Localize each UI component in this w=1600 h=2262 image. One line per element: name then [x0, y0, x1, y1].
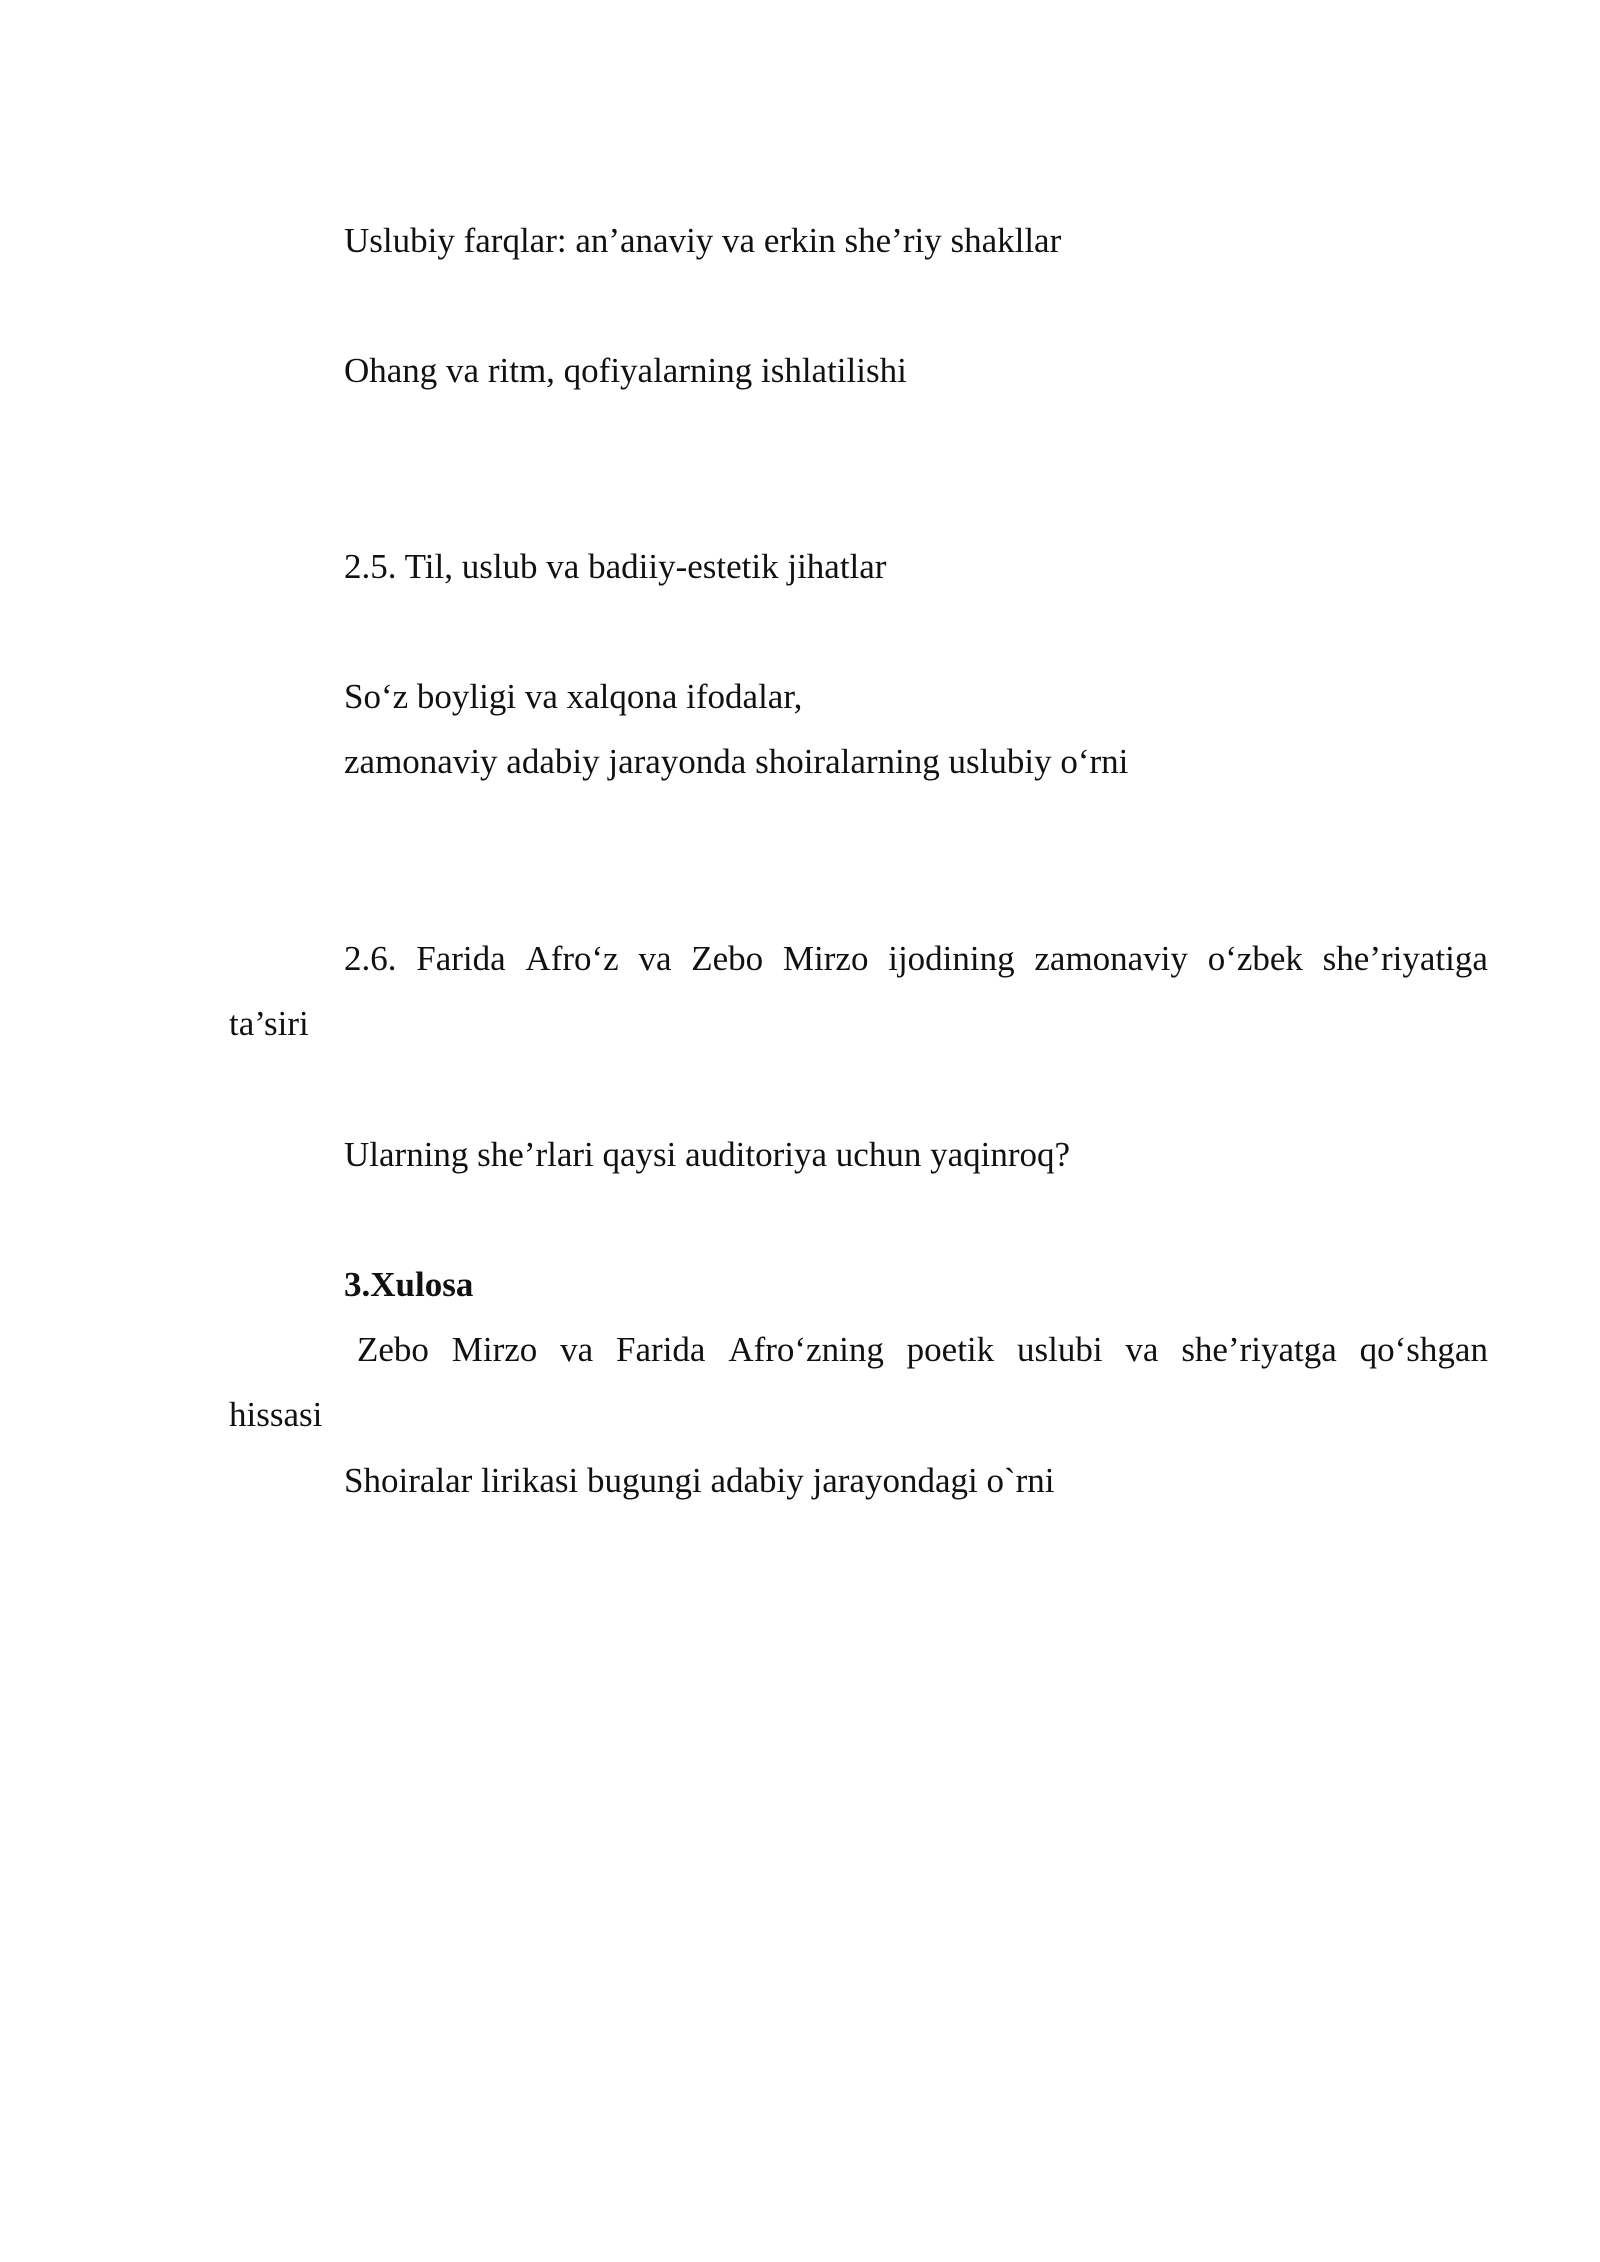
heading-word: Farida	[416, 939, 506, 978]
heading-word: va	[638, 939, 672, 978]
heading-word: Zebo	[691, 939, 764, 978]
heading-word: zamonaviy	[1034, 939, 1188, 978]
body-line-rhythm-rhyme: Ohang va ritm, qofiyalarning ishlatilishi	[344, 351, 907, 390]
body-line-audience: Ularning she’rlari qaysi auditoriya uchun yaqinroq?	[344, 1135, 1071, 1174]
body-word: Farida	[616, 1330, 706, 1369]
body-word: poetik	[906, 1330, 995, 1369]
body-line-vocabulary: So‘z boyligi va xalqona ifodalar,	[344, 677, 803, 716]
body-word: va	[1125, 1330, 1159, 1369]
heading-word: ijodining	[888, 939, 1015, 978]
heading-word: o‘zbek	[1207, 939, 1303, 978]
body-line-style-differences: Uslubiy farqlar: an’anaviy va erkin she’riy shakllar	[344, 221, 1062, 260]
body-word: qo‘shgan	[1359, 1330, 1488, 1369]
body-word: Zebo	[357, 1330, 429, 1369]
heading-word: 2.6.	[344, 939, 397, 978]
section-heading-conclusion: 3.Xulosa	[344, 1265, 474, 1304]
heading-word: Mirzo	[782, 939, 869, 978]
body-word: she’riyatga	[1181, 1330, 1337, 1369]
body-word: va	[560, 1330, 594, 1369]
body-line-contribution	[357, 1328, 1488, 1372]
body-word: uslubi	[1017, 1330, 1103, 1369]
heading-word: she’riyatiga	[1322, 939, 1488, 978]
section-heading-2-6-continuation: ta’siri	[229, 1004, 309, 1043]
heading-word: Afro‘z	[525, 939, 619, 978]
body-word: Afro‘zning	[728, 1330, 884, 1369]
section-heading-2-6	[344, 937, 1488, 981]
section-heading-2-5: 2.5. Til, uslub va badiiy-estetik jihatlar	[344, 547, 887, 586]
body-line-contribution-continuation: hissasi	[229, 1395, 323, 1434]
body-line-lyric-place: Shoiralar lirikasi bugungi adabiy jarayondagi o`rni	[344, 1461, 1055, 1500]
body-word: Mirzo	[451, 1330, 538, 1369]
body-line-modern-process: zamonaviy adabiy jarayonda shoiralarning uslubiy o‘rni	[344, 742, 1129, 781]
